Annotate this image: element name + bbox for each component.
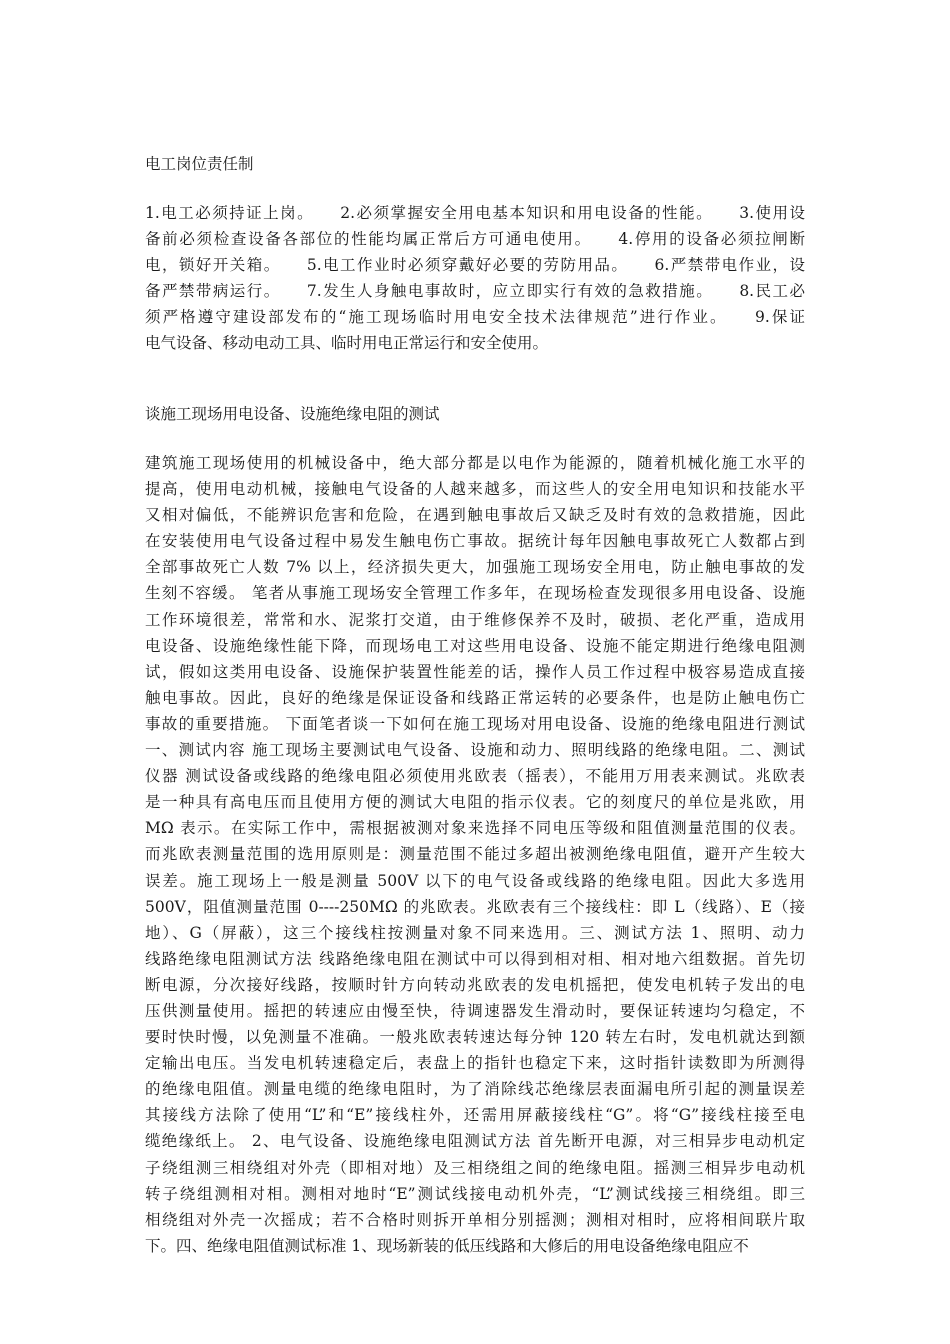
text-line: 工作环境很差，常常和水、泥浆打交道，由于维修保养不及时，破损、老化严重，造成用	[145, 610, 805, 629]
text-line: 转子绕组测相对相。测相对地时“E”测试线接电动机外壳，“L”测试线接三相绕组。即三	[145, 1184, 805, 1203]
section-title-electrician-duties: 电工岗位责任制	[145, 155, 254, 173]
text-line: 一、测试内容 施工现场主要测试电气设备、设施和动力、照明线路的绝缘电阻。二、测试	[145, 741, 805, 760]
text-line: 是一种具有高电压而且使用方便的测试大电阻的指示仪表。它的刻度尺的单位是兆欧，用	[145, 793, 805, 812]
text-line: 压供测量使用。摇把的转速应由慢至快，待调速器发生滑动时，要保证转速均匀稳定，不	[145, 1001, 805, 1020]
text-line: 备严禁带病运行。 7.发生人身触电事故时，应立即实行有效的急救措施。 8.民工必	[145, 282, 805, 301]
text-line: 电设备、设施绝缘性能下降，而现场电工对这些用电设备、设施不能定期进行绝缘电阻测	[145, 636, 805, 655]
paragraph-insulation-testing	[145, 450, 805, 1259]
text-line: 缆绝缘纸上。 2、电气设备、设施绝缘电阻测试方法 首先断开电源，对三相异步电动机定	[145, 1132, 805, 1151]
text-line: 下。四、绝缘电阻值测试标准 1、现场新装的低压线路和大修后的用电设备绝缘电阻应不	[145, 1236, 749, 1255]
text-line: 子绕组测三相绕组对外壳（即相对地）及三相绕组之间的绝缘电阻。摇测三相异步电动机	[145, 1158, 805, 1177]
section-title-insulation-testing: 谈施工现场用电设备、设施绝缘电阻的测试	[145, 405, 440, 423]
text-line: 定输出电压。当发电机转速稳定后，表盘上的指针也稳定下来，这时指针读数即为所测得	[145, 1054, 805, 1073]
text-line: 相绕组对外壳一次摇成；若不合格时则拆开单相分别摇测；测相对相时，应将相间联片取	[145, 1210, 805, 1229]
text-line: MΩ 表示。在实际工作中，需根据被测对象来选择不同电压等级和阻值测量范围的仪表。	[145, 819, 805, 838]
text-line: 地）、G（屏蔽），这三个接线柱按测量对象不同来选用。三、测试方法 1、照明、动力	[145, 923, 805, 942]
text-line: 而兆欧表测量范围的选用原则是：测量范围不能过多超出被测绝缘电阻值，避开产生较大	[145, 845, 805, 864]
text-line: 备前必须检查设备各部位的性能均属正常后方可通电使用。 4.停用的设备必须拉闸断	[145, 230, 805, 249]
text-line: 又相对偏低，不能辨识危害和危险，在遇到触电事故后又缺乏及时有效的急救措施，因此	[145, 506, 805, 525]
text-line: 要时快时慢，以免测量不准确。一般兆欧表转速达每分钟 120 转左右时，发电机就达到额	[145, 1028, 805, 1047]
text-line: 误差。施工现场上一般是测量 500V 以下的电气设备或线路的绝缘电阻。因此大多选用	[145, 871, 805, 890]
text-line: 的绝缘电阻值。测量电缆的绝缘电阻时，为了消除线芯绝缘层表面漏电所引起的测量误差	[145, 1080, 805, 1099]
text-line: 生刻不容缓。 笔者从事施工现场安全管理工作多年，在现场检查发现很多用电设备、设施	[145, 584, 805, 603]
text-line: 电，锁好开关箱。 5.电工作业时必须穿戴好必要的劳防用品。 6.严禁带电作业，设	[145, 256, 805, 275]
text-line: 提高，使用电动机械，接触电气设备的人越来越多，而这些人的安全用电知识和技能水平	[145, 480, 805, 499]
text-line: 线路绝缘电阻测试方法 线路绝缘电阻在测试中可以得到相对相、相对地六组数据。首先切	[145, 949, 805, 968]
text-line: 全部事故死亡人数 7% 以上，经济损失更大，加强施工现场安全用电，防止触电事故的发	[145, 558, 805, 577]
text-line: 建筑施工现场使用的机械设备中，绝大部分都是以电作为能源的，随着机械化施工水平的	[145, 454, 805, 472]
text-line: 触电事故。因此，良好的绝缘是保证设备和线路正常运转的必要条件，也是防止触电伤亡	[145, 688, 805, 707]
text-line: 试，假如这类用电设备、设施保护装置性能差的话，操作人员工作过程中极容易造成直接	[145, 662, 805, 681]
text-line: 事故的重要措施。 下面笔者谈一下如何在施工现场对用电设备、设施的绝缘电阻进行测试	[145, 714, 805, 733]
text-line: 在安装使用电气设备过程中易发生触电伤亡事故。据统计每年因触电事故死亡人数都占到	[145, 532, 805, 551]
paragraph-electrician-duties	[145, 200, 805, 357]
text-line: 500V，阻值测量范围 0----250MΩ 的兆欧表。兆欧表有三个接线柱：即 L（线路）、E（接	[145, 897, 805, 916]
text-line: 仪器 测试设备或线路的绝缘电阻必须使用兆欧表（摇表），不能用万用表来测试。兆欧表	[145, 767, 805, 786]
text-line: 1.电工必须持证上岗。 2.必须掌握安全用电基本知识和用电设备的性能。 3.使用设	[145, 204, 805, 222]
text-line: 断电源，分次接好线路，按顺时针方向转动兆欧表的发电机摇把，使发电机转子发出的电	[145, 975, 805, 994]
text-line: 须严格遵守建设部发布的“施工现场临时用电安全技术法律规范”进行作业。 9.保证	[145, 308, 805, 327]
text-line: 其接线方法除了使用“L”和“E”接线柱外，还需用屏蔽接线柱“G”。将“G”接线柱接至电	[145, 1106, 805, 1125]
text-line: 电气设备、移动电动工具、临时用电正常运行和安全使用。	[145, 334, 549, 353]
